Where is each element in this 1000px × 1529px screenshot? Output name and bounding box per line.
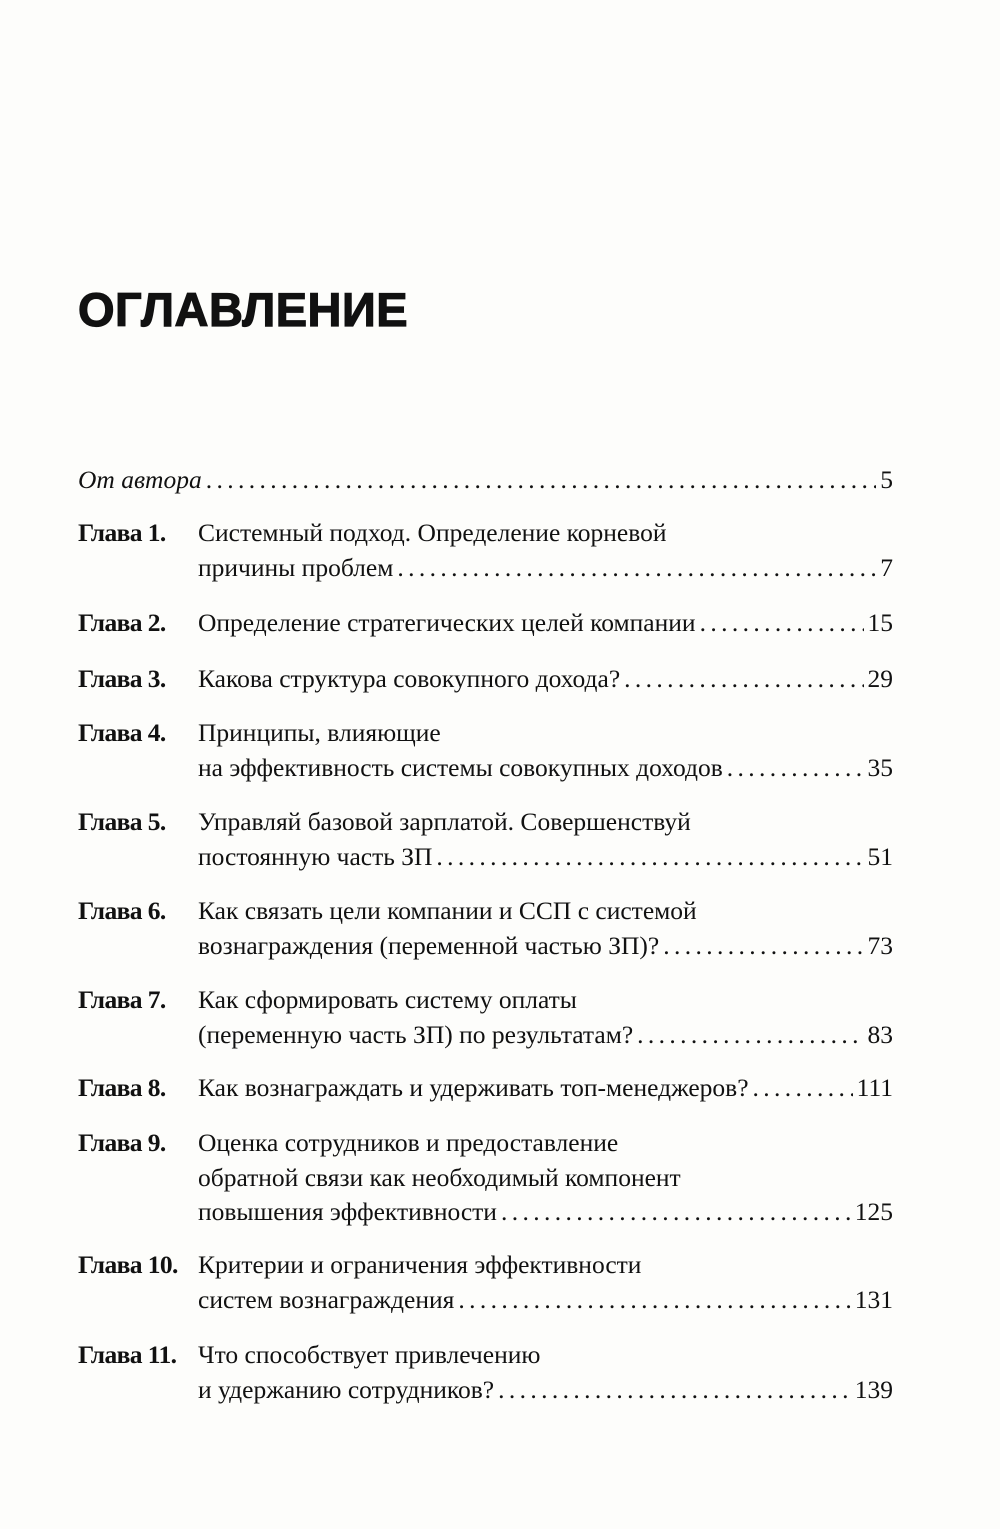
page-number: 7 — [880, 552, 893, 582]
toc-entry[interactable] — [78, 1338, 893, 1407]
entry-title-line: обратной связи как необходимый компонент — [198, 1162, 681, 1192]
page-number: 15 — [867, 608, 893, 637]
toc-entry[interactable] — [78, 983, 893, 1052]
entry-title-line: и удержанию сотрудников? — [198, 1374, 495, 1404]
page-number: 29 — [867, 664, 893, 693]
chapter-label: Глава 6. — [78, 896, 166, 925]
chapter-label: Глава 11. — [78, 1340, 177, 1369]
entry-title-line: Управляй базовой зарплатой. Совершенствуй — [198, 807, 691, 836]
entry-title-line: Принципы, влияющие — [198, 718, 441, 747]
toc-entry[interactable] — [78, 516, 893, 585]
entry-title-line: Системный подход. Определение корневой — [198, 518, 667, 547]
page-number: 5 — [880, 465, 893, 494]
toc-entry[interactable] — [78, 1071, 893, 1106]
entry-title-line: Критерии и ограничения эффективности — [198, 1250, 642, 1279]
page-number: 35 — [867, 752, 893, 782]
entry-title-line: систем вознаграждения — [198, 1284, 455, 1314]
entry-title-line: От автора — [78, 465, 202, 494]
chapter-label: Глава 3. — [78, 664, 166, 693]
toc-entry[interactable] — [78, 662, 893, 697]
chapter-label: Глава 7. — [78, 985, 166, 1014]
page-number: 125 — [854, 1197, 893, 1226]
page-title: ОГЛАВЛЕНИЕ — [78, 283, 409, 336]
dot-leader — [397, 551, 876, 586]
dot-leader — [498, 1373, 851, 1408]
entry-title-line: Оценка сотрудников и предоставление — [198, 1128, 619, 1157]
dot-leader — [501, 1195, 851, 1230]
chapter-label: Глава 8. — [78, 1073, 166, 1102]
entry-title-line: постоянную часть ЗП — [198, 841, 433, 871]
page-number: 131 — [854, 1284, 893, 1314]
dot-leader — [700, 606, 864, 641]
dot-leader — [753, 1071, 853, 1106]
dot-leader — [624, 662, 863, 697]
toc-entry[interactable] — [78, 805, 893, 874]
dot-leader — [436, 840, 863, 875]
entry-title-line: повышения эффективности — [198, 1197, 497, 1226]
page-number: 111 — [856, 1073, 893, 1102]
page-number: 73 — [867, 930, 893, 960]
toc-entry[interactable] — [78, 1126, 893, 1230]
dot-leader — [458, 1283, 850, 1318]
entry-title-line: вознаграждения (переменной частью ЗП)? — [198, 930, 660, 960]
entry-title-line: Как вознаграждать и удерживать топ-менеджеров? — [198, 1073, 749, 1102]
entry-title-line: Как связать цели компании и ССП с системой — [198, 896, 697, 925]
chapter-label: Глава 4. — [78, 718, 166, 747]
entry-title-line: (переменную часть ЗП) по результатам? — [198, 1019, 634, 1049]
entry-title-line: Как сформировать систему оплаты — [198, 985, 577, 1014]
entry-title-line: на эффективность системы совокупных доходов — [198, 752, 723, 782]
dot-leader — [727, 751, 864, 786]
toc-entry[interactable] — [78, 894, 893, 963]
chapter-label: Глава 2. — [78, 608, 166, 637]
toc-entry[interactable] — [78, 606, 893, 641]
toc-entry[interactable] — [78, 463, 893, 498]
entry-title-line: Определение стратегических целей компании — [198, 608, 696, 637]
entry-title-line: Что способствует привлечению — [198, 1340, 541, 1369]
toc-entry[interactable] — [78, 1248, 893, 1317]
chapter-label: Глава 9. — [78, 1128, 166, 1157]
chapter-label: Глава 10. — [78, 1250, 178, 1279]
toc-entry[interactable] — [78, 716, 893, 785]
page-number: 51 — [867, 841, 893, 871]
dot-leader — [663, 929, 863, 964]
dot-leader — [206, 463, 877, 498]
page-number: 139 — [854, 1374, 893, 1404]
dot-leader — [637, 1018, 863, 1053]
chapter-label: Глава 1. — [78, 518, 166, 547]
entry-title-line: причины проблем — [198, 552, 394, 582]
entry-title-line: Какова структура совокупного дохода? — [198, 664, 621, 693]
page-number: 83 — [867, 1019, 893, 1049]
chapter-label: Глава 5. — [78, 807, 166, 836]
